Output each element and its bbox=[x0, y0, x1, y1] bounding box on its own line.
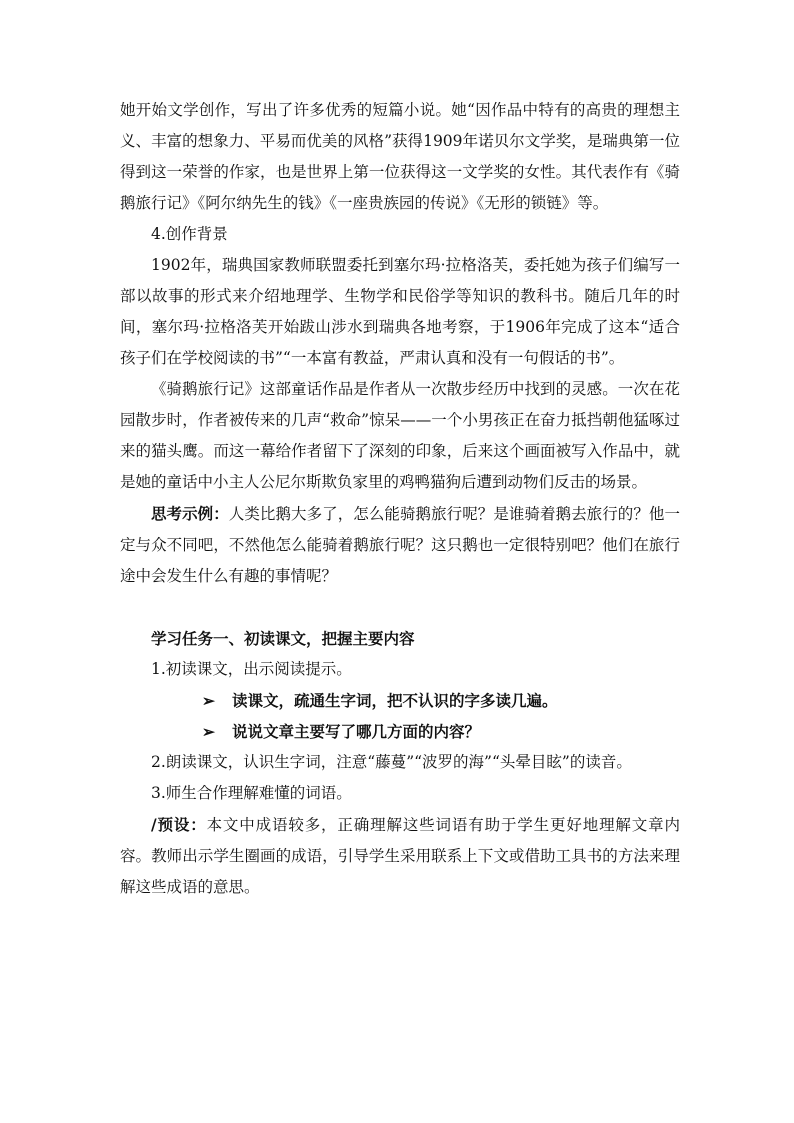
background-paragraph-2: 《骑鹅旅行记》这部童话作品是作者从一次散步经历中找到的灵感。一次在花园散步时，作者被传来的几声“救命”惊呆——一个小男孩正在奋力抵挡朝他猛啄过来的猫头鹰。而这一幕给作者留下了深刻的印象，后来这个画面被写入作品中，就是她的童话中小主人公尼尔斯欺负家里的鸡鸭猫狗后遭到动物们反击的场景。 bbox=[120, 380, 680, 491]
thinking-example-paragraph bbox=[120, 498, 680, 592]
reading-tip-text: 读课文，疏通生字词，把不认识的字多读几遍。 bbox=[232, 691, 558, 710]
reading-tip-bullet bbox=[120, 716, 680, 747]
task1-heading: 学习任务一、初读课文，把握主要内容 bbox=[151, 629, 415, 648]
thinking-example-label: 思考示例： bbox=[151, 504, 229, 523]
task1-step-2: 2.朗读课文，认识生字词，注意“藤蔓”“波罗的海”“头晕目眩”的读音。 bbox=[151, 753, 632, 771]
preset-label: /预设： bbox=[151, 815, 207, 834]
preset-text: 本文中成语较多，正确理解这些词语有助于学生更好地理解文章内容。教师出示学生圈画的成语，引导学生采用联系上下文或借助工具书的方法来理解这些成语的意思。 bbox=[120, 816, 680, 896]
task1-step-1: 1.初读课文，出示阅读提示。 bbox=[151, 660, 352, 678]
background-paragraph-1: 1902年，瑞典国家教师联盟委托到塞尔玛·拉格洛芙，委托她为孩子们编写一部以故事的形式来介绍地理学、生物学和民俗学等知识的教科书。随后几年的时间，塞尔玛·拉格洛芙开始跋山涉水到瑞典各地考察，于1906年完成了这本“适合孩子们在学校阅读的书”“一本富有教益，严肃认真和没有一句假话的书”。 bbox=[120, 256, 680, 367]
author-bio-paragraph: 她开始文学创作，写出了许多优秀的短篇小说。她“因作品中特有的高贵的理想主义、丰富的想象力、平易而优美的风格”获得1909年诺贝尔文学奖，是瑞典第一位得到这一荣誉的作家，也是世界上第一位获得这一文学奖的女性。其代表作有《骑鹅旅行记》《阿尔纳先生的钱》《一座贵族园的传说》《无形的锁链》等。 bbox=[120, 101, 680, 212]
paragraph-spacer bbox=[120, 592, 680, 623]
reading-tip-bullet bbox=[120, 685, 680, 716]
arrow-bullet-icon: ➢ bbox=[202, 722, 215, 741]
preset-paragraph bbox=[120, 809, 680, 903]
thinking-example-text: 人类比鹅大多了，怎么能骑鹅旅行呢？是谁骑着鹅去旅行的？他一定与众不同吧，不然他怎么能骑着鹅旅行呢？这只鹅也一定很特别吧？他们在旅行途中会发生什么有趣的事情呢？ bbox=[120, 505, 680, 585]
reading-tip-text: 说说文章主要写了哪几方面的内容？ bbox=[232, 722, 481, 741]
task1-step-3: 3.师生合作理解难懂的词语。 bbox=[151, 784, 352, 802]
section-heading-background: 4.创作背景 bbox=[151, 225, 228, 243]
arrow-bullet-icon: ➢ bbox=[202, 691, 215, 710]
document-body bbox=[120, 95, 680, 903]
